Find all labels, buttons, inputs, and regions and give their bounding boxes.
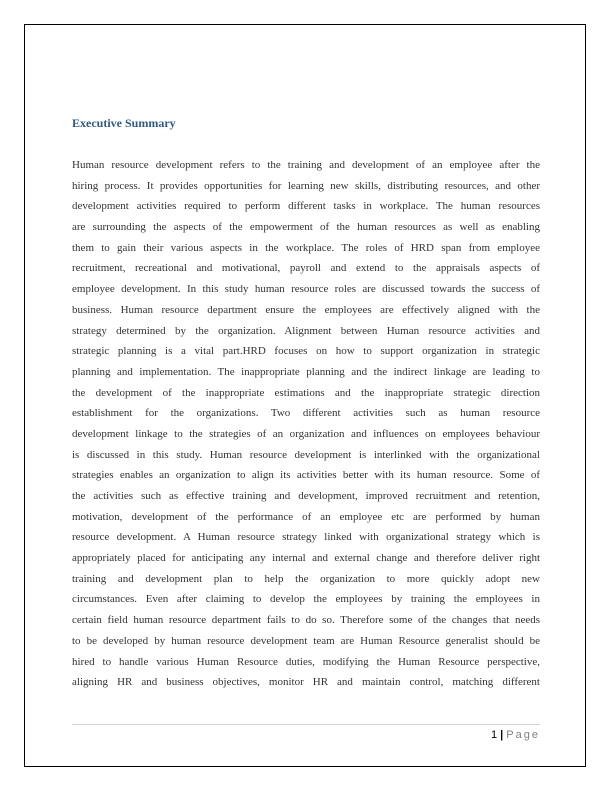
- paragraph-line: is discussed in this study. Human resource development is interlinked with the organizational: [72, 448, 540, 461]
- paragraph-line: development activities required to perform different tasks in workplace. The human resources: [72, 200, 540, 213]
- paragraph-line: circumstances. Even after claiming to develop the employees by training the employees in: [72, 593, 540, 606]
- paragraph-line: aligning HR and business objectives, monitor HR and maintain control, matching different: [72, 676, 540, 689]
- paragraph-line: recruitment, recreational and motivational, payroll and extend to the appraisals aspects of: [72, 262, 540, 275]
- paragraph-line: establishment for the organizations. Two different activities such as human resource: [72, 407, 540, 420]
- paragraph-line: planning and implementation. The inappropriate planning and the indirect linkage are leading to: [72, 365, 540, 378]
- paragraph-line: to be developed by human resource development team are Human Resource generalist should be: [72, 634, 540, 647]
- paragraph-line: appropriately placed for anticipating any internal and external change and therefore deliver right: [72, 552, 540, 565]
- paragraph-line: hired to handle various Human Resource duties, modifying the Human Resource perspective,: [72, 655, 540, 668]
- page-footer: [491, 728, 540, 742]
- paragraph-line: Human resource development refers to the training and development of an employee after the: [72, 159, 540, 171]
- paragraph-line: certain field human resource department fails to do so. Therefore some of the changes that needs: [72, 614, 540, 627]
- footer-divider: [72, 724, 540, 725]
- paragraph-line: strategies enables an organization to align its activities better with its human resource. Some of: [72, 469, 540, 482]
- paragraph-line: strategy determined by the organization. Alignment between Human resource activities and: [72, 324, 540, 337]
- footer-separator: |: [500, 729, 504, 741]
- paragraph-line: are surrounding the aspects of the empowerment of the human resources as well as enabling: [72, 221, 540, 234]
- paragraph-line: training and development plan to help the organization to more quickly adopt new: [72, 572, 540, 585]
- section-heading: Executive Summary: [72, 116, 176, 130]
- paragraph-line: the development of the inappropriate estimations and the inappropriate strategic direction: [72, 386, 540, 399]
- body-paragraph: [72, 155, 540, 693]
- paragraph-line: business. Human resource department ensure the employees are effectively aligned with the: [72, 303, 540, 316]
- paragraph-line: strategic planning is a vital part.HRD focuses on how to support organization in strategic: [72, 345, 540, 358]
- paragraph-line: them to gain their various aspects in the workplace. The roles of HRD span from employee: [72, 241, 540, 254]
- paragraph-line: motivation, development of the performance of an employee etc are performed by human: [72, 510, 540, 523]
- page-label: Page: [506, 729, 540, 741]
- paragraph-line: hiring process. It provides opportunities for learning new skills, distributing resources, and other: [72, 179, 540, 192]
- paragraph-line: employee development. In this study human resource roles are discussed towards the success of: [72, 283, 540, 296]
- paragraph-line: resource development. A Human resource strategy linked with organizational strategy which is: [72, 531, 540, 544]
- paragraph-line: the activities such as effective training and development, improved recruitment and retention,: [72, 490, 540, 502]
- page-number: 1: [490, 729, 498, 741]
- paragraph-line: development linkage to the strategies of an organization and influences on employees behaviour: [72, 427, 540, 440]
